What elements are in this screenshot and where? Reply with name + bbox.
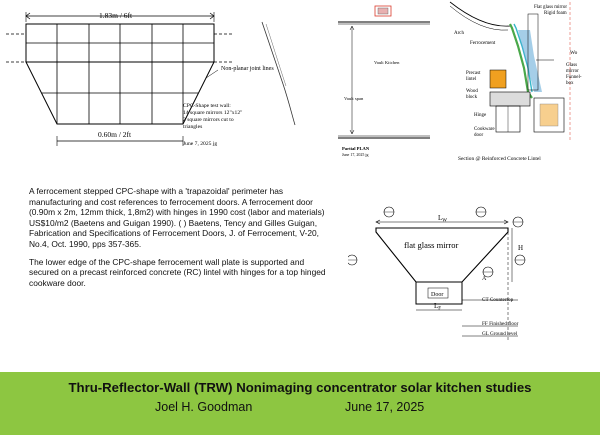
plan-date: June 17, 2025 jg	[342, 152, 369, 157]
label-hinge: Hinge	[474, 113, 487, 118]
caption-date: June 7, 2025 jg	[183, 141, 218, 147]
label-funnel-2: box	[566, 81, 574, 86]
author-name: Joel H. Goodman	[155, 400, 253, 414]
label-flat-glass: Flat glass mirror	[534, 5, 568, 10]
nonplanar-label: Non-planar joint lines	[221, 66, 274, 72]
body-text	[29, 186, 329, 295]
label-rigid-foam: Rigid foam	[544, 11, 567, 16]
cpc-section-diagram	[348, 204, 566, 364]
section-figure	[448, 0, 600, 165]
label-cookware-2: door	[474, 133, 484, 138]
label-lw: $L_W$	[438, 214, 448, 224]
label-ferrocement: Ferrocement	[470, 41, 496, 46]
caption-line1: CPC-Shape test wall:	[183, 103, 231, 109]
cpc-grid-figure	[0, 0, 300, 165]
caption-line2: 14 square mirrors 12"x12"	[183, 110, 243, 116]
label-a: A	[482, 276, 487, 282]
plan-title: Partial PLAN	[342, 146, 370, 151]
label-precast-1: Precast	[466, 71, 481, 76]
plan-span-label: Vault span	[344, 96, 364, 101]
footer-banner	[0, 372, 600, 435]
caption-line4: triangles	[183, 124, 203, 130]
presentation-title: Thru-Reflector-Wall (TRW) Nonimaging concentrator solar kitchen studies	[68, 380, 532, 395]
caption-line3: 2 square mirrors cut to	[183, 117, 234, 123]
label-ff: FF Finished floor	[482, 321, 519, 327]
label-cookware-1: Cookware	[474, 127, 495, 132]
label-wood-1: Wood	[466, 89, 478, 94]
label-glass-1: Glass	[566, 63, 578, 68]
plan-inner-label: Vault Kitchen	[374, 60, 400, 65]
label-precast-2: lintel	[466, 77, 477, 82]
label-door: Door	[431, 292, 444, 298]
label-ct: CT Countertop	[482, 297, 514, 303]
partial-plan-figure	[330, 0, 440, 165]
presentation-date: June 17, 2025	[345, 400, 425, 414]
label-glass-2: mirror	[566, 69, 579, 74]
top-dimension-label: 1.83m / 6ft	[99, 11, 133, 20]
label-wo: Wo	[570, 50, 578, 56]
label-h: H	[518, 244, 524, 252]
bottom-dimension-label: 0.60m / 2ft	[98, 130, 132, 139]
label-gl: GL Ground level	[482, 331, 518, 337]
label-funnel-1: Funnel-	[566, 75, 582, 80]
label-lf: $L_F$	[434, 302, 442, 312]
label-flat-glass-mirror: flat glass mirror	[404, 240, 459, 250]
section-title: Section @ Reinforced Concrete Lintel	[458, 156, 541, 162]
paragraph-ferrocement-doors: A ferrocement stepped CPC-shape with a 'trapazoidal' perimeter has manufacturing and cost references to ferrocement doors. A ferrocement door (0.90m x 2m, 12mm thick, 1,8m2) with hinges in 1990 cost (labor and materials) US$10/m2 (Baetens and Guigan 1990). ( ) Baetens, Tency and Gilles Guigan, Fabrication and Specifications of Ferrocement Doors, J. of Ferrocement, V-20, No.4, Oct. 1990, pps 357-365.	[29, 186, 325, 249]
label-wood-2: block	[466, 95, 478, 100]
label-arch: Arch	[454, 31, 464, 36]
paragraph-lintel: The lower edge of the CPC-shape ferrocement wall plate is supported and secured on a precast reinforced concrete (RC) lintel with hinges for a top hinged cookware door.	[29, 256, 326, 288]
